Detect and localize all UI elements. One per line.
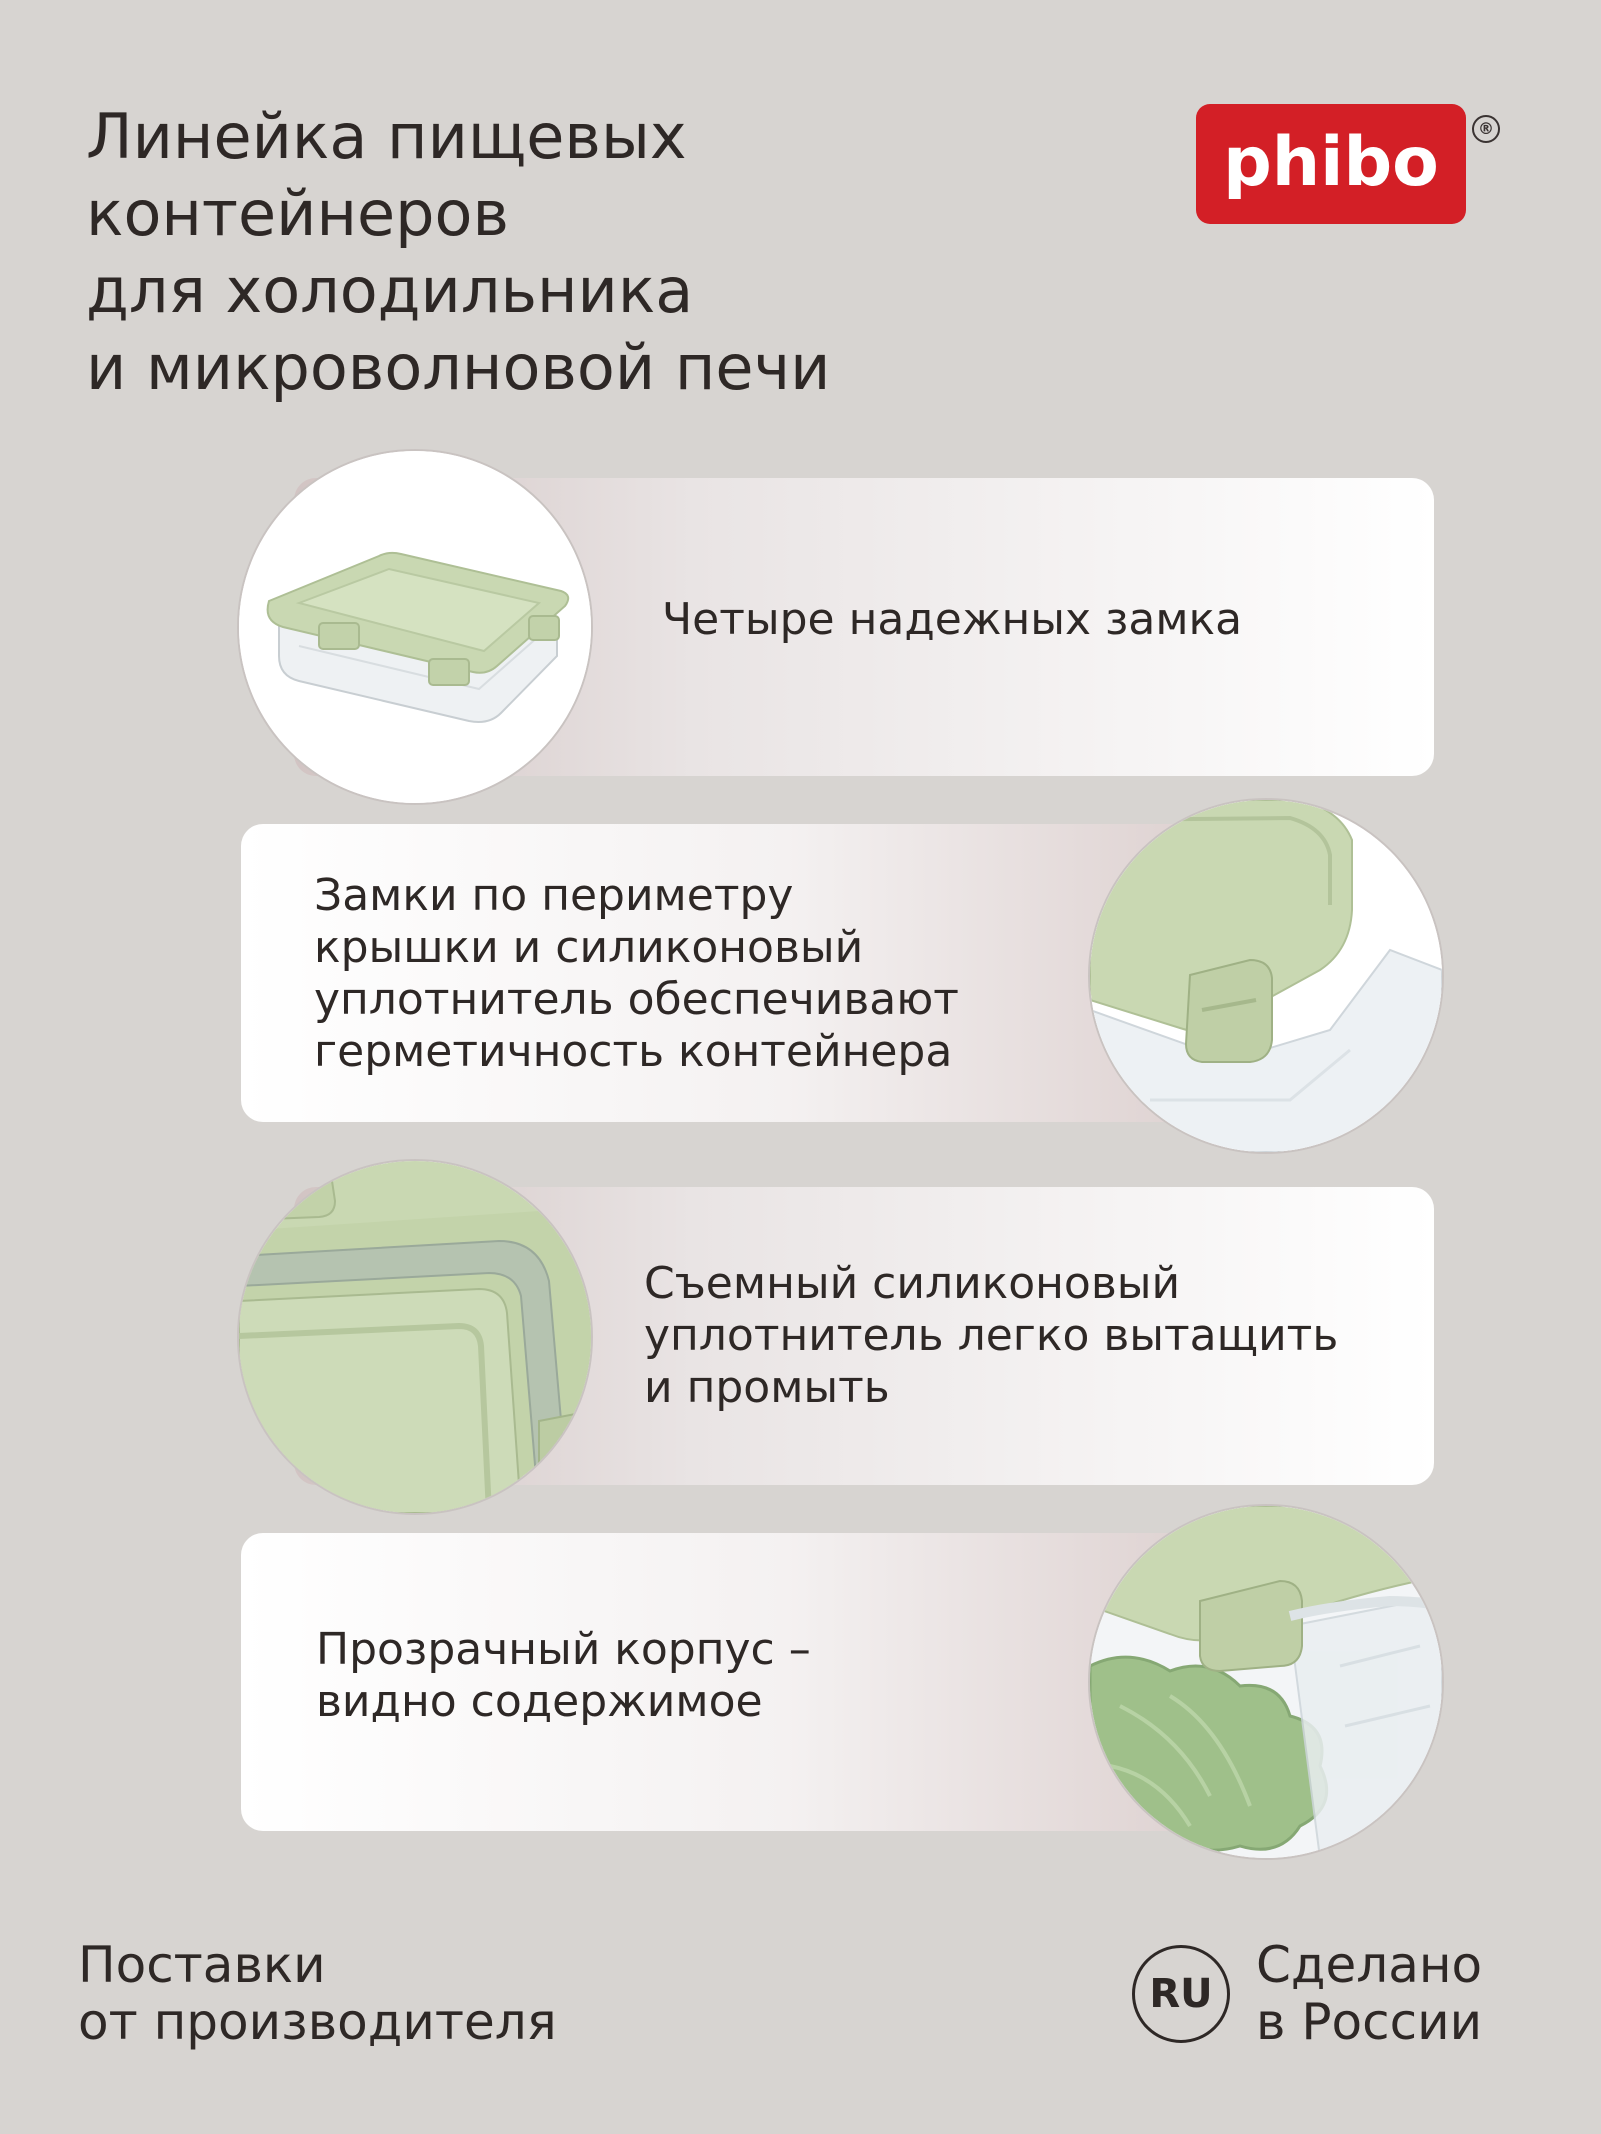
lid-lock-closeup-icon: [1088, 798, 1444, 1154]
title-line: и микроволновой печи: [86, 331, 831, 404]
registered-mark: ®: [1472, 115, 1500, 143]
brand-logo-wordmark: [1216, 119, 1446, 209]
feature-text-silicone-seal: Съемный силиконовый уплотнитель легко вытащить и промыть: [644, 1258, 1339, 1413]
brand-logo: [1196, 104, 1466, 224]
ru-badge-icon: RU: [1132, 1945, 1230, 2043]
feature-text-perimeter-locks: Замки по периметру крышки и силиконовый уплотнитель обеспечивают герметичность контейнера: [314, 870, 959, 1077]
svg-text:phibo: phibo: [1223, 123, 1439, 202]
page-title: [86, 98, 830, 406]
title-line: Линейка пищевых: [86, 100, 687, 173]
footer-made-in-russia: Сделано в России: [1256, 1936, 1483, 2051]
title-line: для холодильника: [86, 254, 694, 327]
title-line: контейнеров: [86, 177, 509, 250]
silicone-seal-closeup-icon: [237, 1159, 593, 1515]
feature-text-locks: Четыре надежных замка: [662, 594, 1243, 645]
feature-text-transparent-body: Прозрачный корпус – видно содержимое: [316, 1624, 811, 1727]
container-overview-icon: [237, 449, 593, 805]
transparent-body-closeup-icon: [1088, 1504, 1444, 1860]
footer-supplier: Поставки от производителя: [78, 1936, 557, 2051]
